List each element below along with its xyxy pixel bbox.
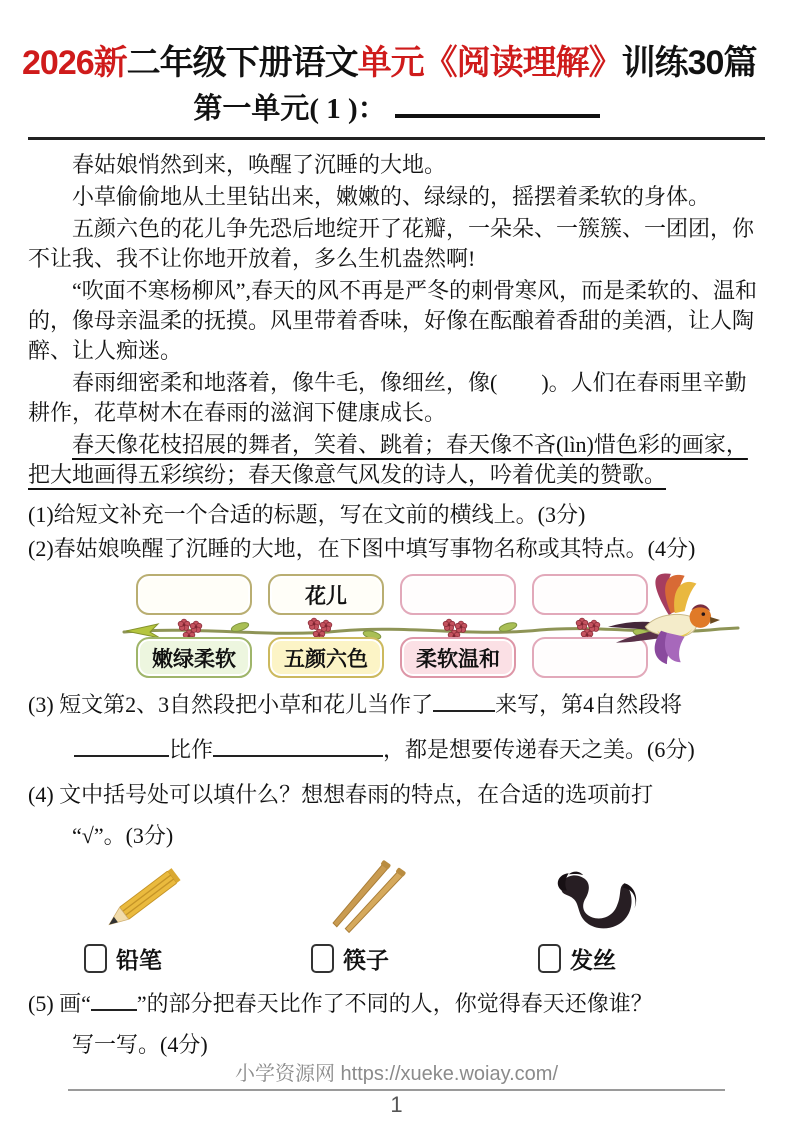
questions-section bbox=[28, 498, 765, 1064]
title-answer-blank[interactable] bbox=[395, 108, 600, 118]
diagram-column-flowers bbox=[268, 574, 384, 678]
option-checkbox-chopsticks[interactable] bbox=[311, 944, 334, 973]
question-5-text-b: ”的部分把春天比作了不同的人，你觉得春天还像谁？ bbox=[136, 991, 653, 1017]
unit-heading bbox=[0, 90, 793, 128]
question-5-line-2: 写一写。(4分) bbox=[72, 1032, 208, 1058]
option-label-hair: 发丝 bbox=[570, 947, 616, 973]
diagram-box-bottom-3: 柔软温和 bbox=[400, 637, 516, 678]
paragraph-2: 小草偷偷地从土里钻出来，嫩嫩的、绿绿的，摇摆着柔软的身体。 bbox=[72, 184, 711, 210]
chopsticks-icon bbox=[311, 859, 421, 939]
option-label-pencil: 铅笔 bbox=[116, 947, 162, 973]
question-2: (2)春姑娘唤醒了沉睡的大地，在下图中填写事物名称或其特点。(4分) bbox=[28, 536, 696, 562]
option-checkbox-pencil[interactable] bbox=[84, 944, 107, 973]
diagram-column-grass bbox=[136, 574, 252, 678]
spring-diagram bbox=[136, 574, 776, 678]
option-label-chopsticks: 筷子 bbox=[343, 947, 389, 973]
title-segment-topic: 单元《阅读理解》 bbox=[357, 44, 622, 82]
question-3-text-a: (3) 短文第2、3自然段把小草和花儿当作了 bbox=[28, 692, 434, 718]
diagram-box-bottom-2: 五颜六色 bbox=[268, 637, 384, 678]
footer-site-link[interactable]: 小学资源网 https://xueke.woiay.com/ bbox=[234, 1063, 559, 1085]
answer-blank[interactable] bbox=[91, 1004, 137, 1011]
answer-blank[interactable] bbox=[213, 750, 383, 757]
footer-divider bbox=[68, 1089, 725, 1091]
question-5 bbox=[28, 981, 765, 1064]
paragraph-4: “吹面不寒杨柳风”,春天的风不再是严冬的刺骨寒风，而是柔软的、温和的，像母亲温柔的抚摸。风里带着香味，好像在酝酿着香甜的美酒，让人陶醉、让人痴迷。 bbox=[28, 278, 758, 364]
page-number: 1 bbox=[390, 1092, 403, 1117]
question-1: (1)给短文补充一个合适的标题，写在文前的横线上。(3分) bbox=[28, 502, 586, 528]
answer-blank[interactable] bbox=[433, 705, 495, 712]
pencil-icon bbox=[84, 859, 194, 939]
page-footer bbox=[0, 1062, 793, 1118]
question-4-line-2: “√”。(3分) bbox=[72, 823, 174, 849]
question-3 bbox=[28, 682, 765, 772]
paragraph-1: 春姑娘悄然到来，唤醒了沉睡的大地。 bbox=[72, 152, 447, 178]
swallow-icon bbox=[606, 566, 724, 674]
answer-blank[interactable] bbox=[74, 750, 169, 757]
title-segment-grade: 二年级下册语文 bbox=[126, 44, 358, 82]
question-4-options bbox=[84, 859, 765, 975]
question-3-text-b: 来写，第4自然段将 bbox=[495, 692, 683, 718]
option-hair bbox=[538, 859, 765, 975]
question-3-text-c: 比作 bbox=[169, 737, 214, 763]
title-segment-year: 2026新 bbox=[22, 44, 127, 82]
option-chopsticks bbox=[311, 859, 538, 975]
question-4 bbox=[28, 772, 765, 855]
diagram-box-top-2: 花儿 bbox=[268, 574, 384, 615]
paragraph-5: 春雨细密柔和地落着，像牛毛，像细丝，像( )。人们在春雨里辛勤耕作，花草树木在春雨的滋润下健康成长。 bbox=[28, 370, 747, 426]
question-5-text-a: (5) 画“ bbox=[28, 991, 91, 1017]
diagram-box-top-1[interactable] bbox=[136, 574, 252, 615]
question-4-line-1: (4) 文中括号处可以填什么？想想春雨的特点，在合适的选项前打 bbox=[28, 782, 654, 808]
paragraph-6-underlined: 春天像花枝招展的舞者，笑着、跳着；春天像不吝(lìn)惜色彩的画家，把大地画得五彩缤纷；春天像意气风发的诗人，吟着优美的赞歌。 bbox=[28, 432, 748, 488]
question-3-text-d: ，都是想要传递春天之美。(6分) bbox=[383, 737, 695, 763]
title-segment-count: 训练30篇 bbox=[621, 44, 757, 82]
page-title bbox=[22, 44, 781, 83]
paragraph-3: 五颜六色的花儿争先恐后地绽开了花瓣，一朵朵、一簇簇、一团团，你不让我、我不让你地开放着，多么生机盎然啊! bbox=[28, 216, 755, 272]
diagram-box-bottom-1: 嫩绿柔软 bbox=[136, 637, 252, 678]
hair-strand-icon bbox=[538, 867, 648, 939]
diagram-column-wind bbox=[400, 574, 516, 678]
diagram-box-top-3[interactable] bbox=[400, 574, 516, 615]
option-pencil bbox=[84, 859, 311, 975]
option-checkbox-hair[interactable] bbox=[538, 944, 561, 973]
unit-label: 第一单元( 1 )： bbox=[193, 93, 387, 126]
reading-passage bbox=[28, 150, 765, 490]
header-divider bbox=[28, 137, 765, 140]
